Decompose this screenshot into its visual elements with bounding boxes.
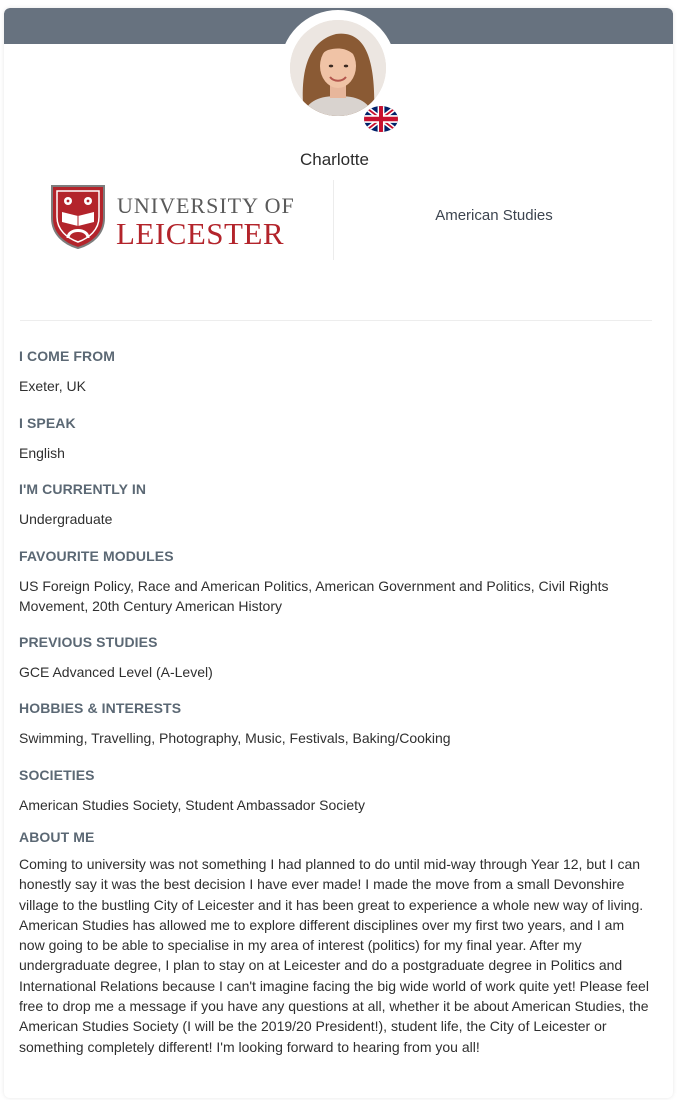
- section-societies: [19, 767, 651, 815]
- logo-text-line1: UNIVERSITY OF: [117, 193, 295, 218]
- section-title: HOBBIES & INTERESTS: [19, 700, 182, 716]
- section-title: I'M CURRENTLY IN: [19, 481, 147, 497]
- section-title: SOCIETIES: [19, 767, 95, 783]
- section-favourite-modules: [19, 548, 651, 616]
- section-hobbies: [19, 700, 651, 748]
- section-title: I COME FROM: [19, 348, 115, 364]
- section-body: American Studies Society, Student Ambassador Society: [19, 797, 366, 813]
- profile-photo: [290, 20, 386, 116]
- uk-flag-icon: [362, 104, 400, 134]
- section-title: PREVIOUS STUDIES: [19, 634, 158, 650]
- avatar[interactable]: [290, 20, 386, 116]
- section-title: ABOUT ME: [19, 829, 95, 845]
- university-logo[interactable]: [50, 184, 310, 254]
- section-about-me: [19, 829, 651, 1057]
- section-body: Exeter, UK: [19, 378, 86, 394]
- horizontal-divider: [20, 320, 652, 321]
- section-body: GCE Advanced Level (A-Level): [19, 664, 213, 680]
- section-previous-studies: [19, 634, 651, 682]
- profile-name: Charlotte: [300, 150, 369, 169]
- section-body: Swimming, Travelling, Photography, Music, Festivals, Baking/Cooking: [19, 730, 451, 746]
- course-name: American Studies: [435, 207, 553, 224]
- university-shield-icon: [50, 184, 106, 250]
- section-speak: [19, 415, 651, 463]
- logo-text-line2: LEICESTER: [116, 216, 285, 251]
- section-title: FAVOURITE MODULES: [19, 548, 174, 564]
- section-body: Undergraduate: [19, 511, 113, 527]
- section-currently-in: [19, 481, 651, 529]
- about-me-text: Coming to university was not something I had planned to do until mid-way through Year 12, but I can honestly say it was the best decision I have ever made! I made the move from a small Devonshire village to the bustling City of Leicester and it has been great to experience a whole new way of living. American Studies has allowed me to explore different disciplines over my first two years, and I am now going to be able to specialise in my area of interest (politics) for my final year. After my undergraduate degree, I plan to stay on at Leicester and do a postgraduate degree in Politics and International Relations because I can't imagine facing the big wide world of work quite yet! Please feel free to drop me a message if you have any questions at all, whether it be about American Studies, the American Studies Society (I will be the 2019/20 President!), student life, the City of Leicester or something completely different! I'm looking forward to hearing from you all!: [19, 856, 649, 1055]
- section-title: I SPEAK: [19, 415, 76, 431]
- section-body: English: [19, 445, 65, 461]
- section-come-from: [19, 348, 651, 396]
- section-body: US Foreign Policy, Race and American Politics, American Government and Politics, Civil Rights Movement, 20th Century American History: [19, 578, 609, 614]
